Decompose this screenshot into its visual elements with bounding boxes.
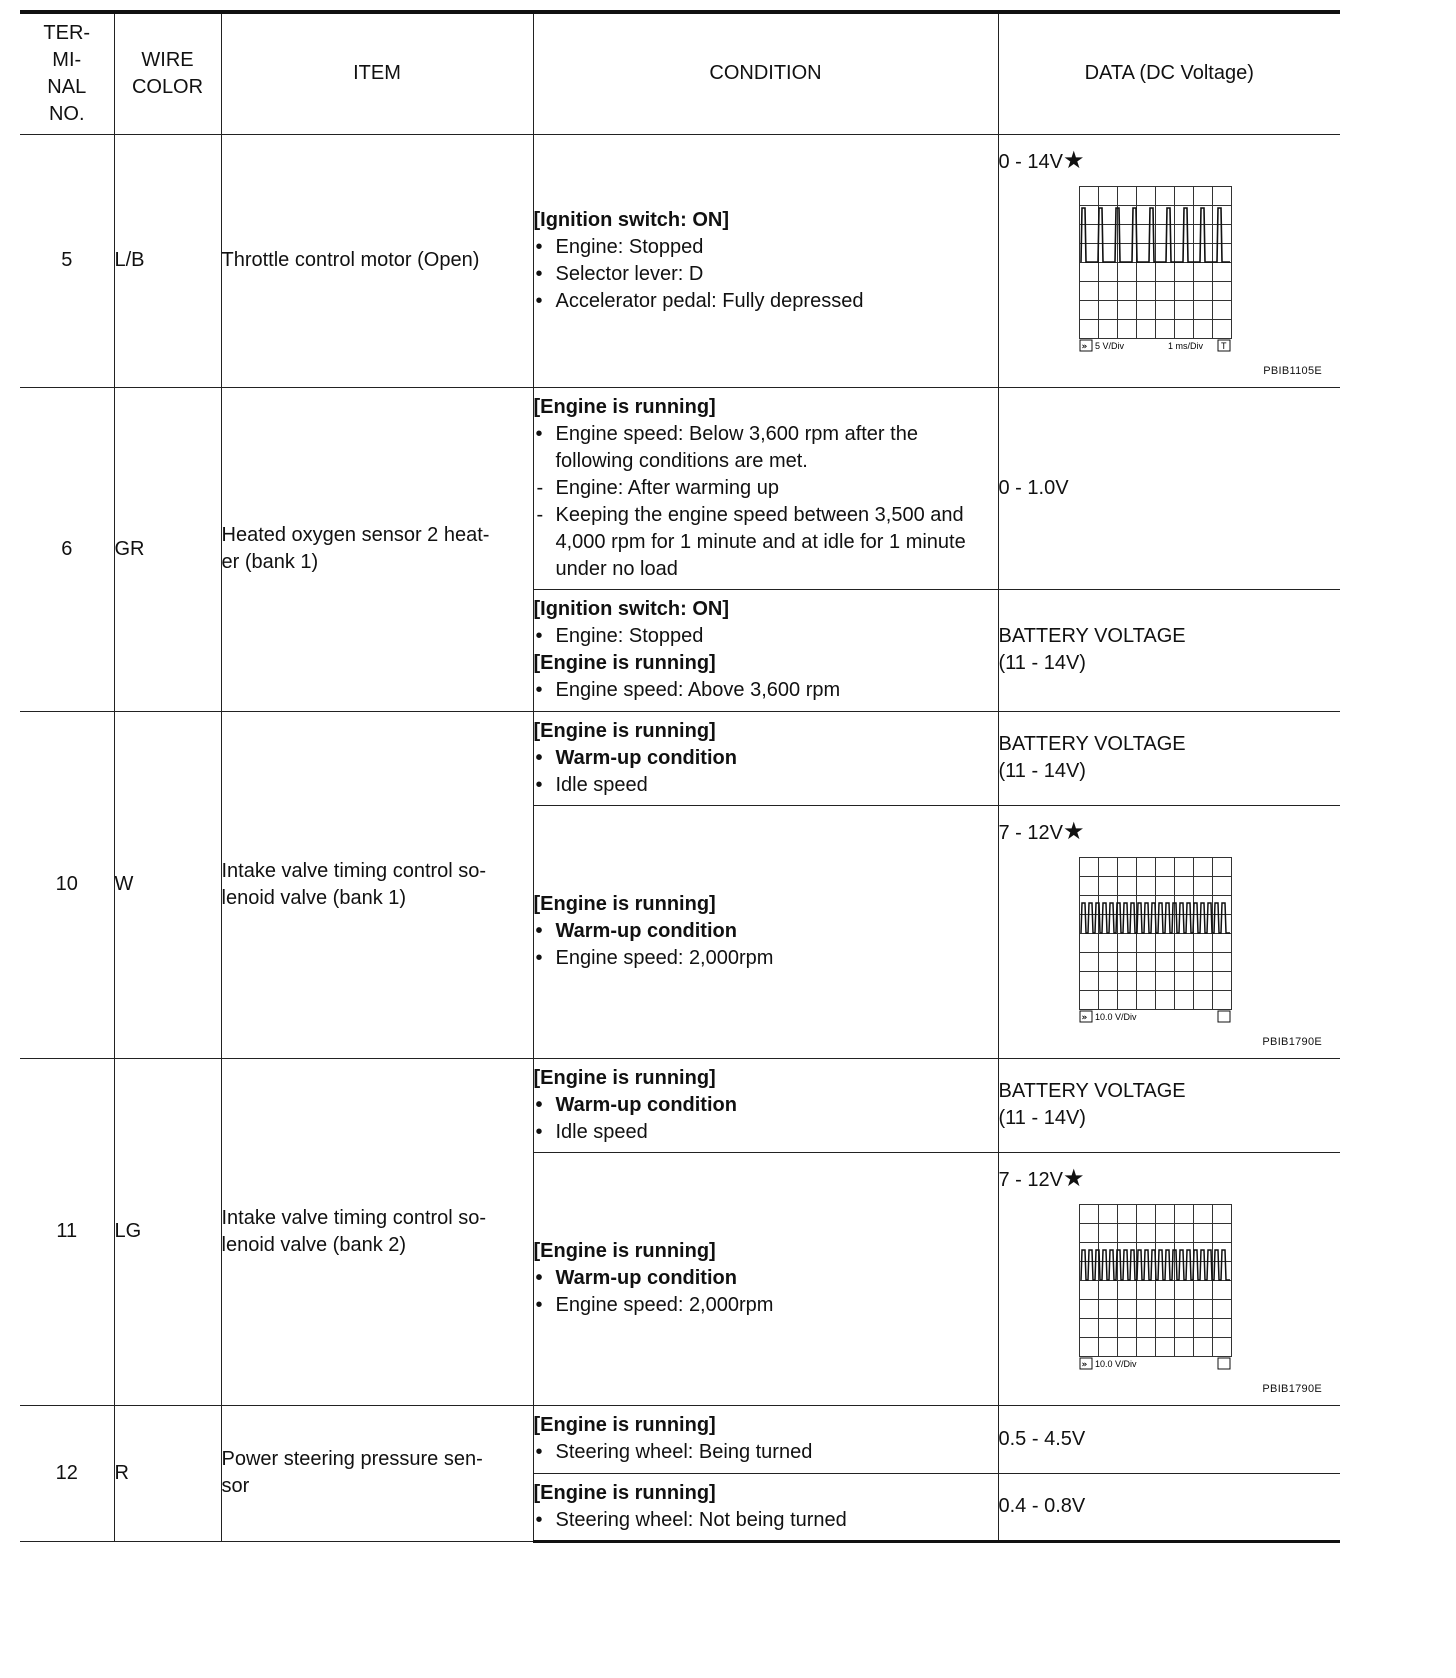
- table-row: [20, 1058, 1340, 1152]
- condition-title: [Engine is running]: [533, 1066, 716, 1089]
- oscilloscope-waveform: [1079, 1204, 1233, 1374]
- data-value: BATTERY VOLTAGE: [998, 733, 1186, 755]
- condition-bullet: • Steering wheel: Being turned: [534, 1439, 998, 1466]
- data-value: 0 - 14V: [998, 150, 1063, 173]
- condition-title: [Engine is running]: [533, 1414, 716, 1436]
- condition-bullet: • Engine speed: Below 3,600 rpm after the following conditions are met.: [534, 421, 998, 475]
- condition-sub-item: - Engine: After warming up: [534, 475, 998, 502]
- data-value: 7 - 12V: [998, 1168, 1063, 1191]
- data-value: BATTERY VOLTAGE: [998, 625, 1186, 647]
- condition-bullet-bold: • Warm-up condition: [534, 918, 998, 945]
- item-name: Intake valve timing control so- lenoid valve (bank 2): [221, 1058, 533, 1405]
- condition-bullet: • Engine speed: 2,000rpm: [534, 1292, 998, 1319]
- data-subvalue: (11 - 14V): [998, 760, 1086, 782]
- table-row: [20, 1405, 1340, 1473]
- header-item: ITEM: [221, 12, 533, 134]
- wire-color: LG: [114, 1058, 221, 1405]
- condition-cell: [533, 387, 998, 589]
- item-name: Throttle control motor (Open): [221, 134, 533, 387]
- condition-bullet: • Engine speed: Above 3,600 rpm: [534, 677, 998, 704]
- data-value: 7 - 12V: [998, 821, 1063, 844]
- oscilloscope-waveform: [1079, 857, 1233, 1027]
- condition-bullet-bold: • Warm-up condition: [534, 1265, 998, 1292]
- condition-title: [Engine is running]: [533, 1240, 716, 1262]
- condition-bullet: • Engine: Stopped: [534, 623, 998, 650]
- data-value: BATTERY VOLTAGE: [998, 1080, 1186, 1102]
- scope-vdiv-label: 10.0 V/Div: [1094, 1011, 1137, 1022]
- terminal-spec-table: [20, 10, 1340, 1543]
- wire-color: R: [114, 1405, 221, 1541]
- condition-cell: [533, 1473, 998, 1541]
- star-icon: ★: [1062, 817, 1085, 845]
- condition-bullet: • Selector lever: D: [534, 261, 998, 288]
- condition-title: [Engine is running]: [533, 395, 716, 418]
- header-wire-color: WIRE COLOR: [114, 12, 221, 134]
- figure-code: PBIB1790E: [1262, 1382, 1322, 1395]
- condition-bullet: • Idle speed: [534, 1119, 998, 1146]
- condition-title: [Engine is running]: [533, 1481, 716, 1504]
- condition-cell: [533, 805, 998, 1058]
- scope-tdiv-label: 1 ms/Div: [1167, 340, 1203, 351]
- data-cell: [998, 805, 1340, 1058]
- condition-bullet: • Steering wheel: Not being turned: [534, 1507, 998, 1534]
- figure-code: PBIB1105E: [1263, 364, 1322, 377]
- condition-title: [Engine is running]: [533, 893, 716, 915]
- data-subvalue: (11 - 14V): [998, 1107, 1086, 1129]
- header-terminal-no: TER- MI- NAL NO.: [20, 12, 114, 134]
- item-name: Heated oxygen sensor 2 heat- er (bank 1): [221, 387, 533, 711]
- item-name: Intake valve timing control so- lenoid valve (bank 1): [221, 711, 533, 1058]
- condition-cell: [533, 1152, 998, 1405]
- terminal-no: 5: [20, 134, 114, 387]
- condition-bullet: • Accelerator pedal: Fully depressed: [534, 288, 998, 315]
- condition-bullet-bold: • Warm-up condition: [534, 1092, 998, 1119]
- table-row: [20, 387, 1340, 589]
- condition-title: [Engine is running]: [533, 719, 716, 742]
- condition-sub-item: - Keeping the engine speed between 3,500 and 4,000 rpm for 1 minute and at idle for 1 minute under no load: [534, 502, 998, 583]
- condition-cell: [533, 589, 998, 711]
- terminal-no: 12: [20, 1405, 114, 1541]
- data-cell: [998, 711, 1340, 805]
- scope-vdiv-label: 10.0 V/Div: [1094, 1358, 1137, 1369]
- condition-title: [Engine is running]: [533, 652, 716, 674]
- svg-text:»: »: [1081, 1012, 1087, 1023]
- table-row: [20, 711, 1340, 805]
- data-value: 0 - 1.0V: [998, 476, 1069, 499]
- data-cell: [998, 1405, 1340, 1473]
- condition-title: [Ignition switch: ON]: [533, 208, 730, 231]
- data-cell: [998, 1058, 1340, 1152]
- wire-color: L/B: [114, 134, 221, 387]
- data-cell: [998, 1152, 1340, 1405]
- header-row: [20, 12, 1340, 134]
- condition-cell: [533, 134, 998, 387]
- header-data: DATA (DC Voltage): [998, 12, 1340, 134]
- condition-bullet-bold: • Warm-up condition: [534, 745, 998, 772]
- terminal-no: 11: [20, 1058, 114, 1405]
- figure-code: PBIB1790E: [1262, 1035, 1322, 1048]
- data-cell: [998, 589, 1340, 711]
- condition-title: [Ignition switch: ON]: [533, 598, 730, 620]
- data-value: 0.5 - 4.5V: [998, 1427, 1086, 1450]
- wire-color: GR: [114, 387, 221, 711]
- data-cell: [998, 1473, 1340, 1541]
- condition-cell: [533, 1058, 998, 1152]
- oscilloscope-waveform: [1079, 186, 1233, 356]
- condition-bullet: • Idle speed: [534, 772, 998, 799]
- condition-bullet: • Engine speed: 2,000rpm: [534, 945, 998, 972]
- terminal-no: 6: [20, 387, 114, 711]
- wire-color: W: [114, 711, 221, 1058]
- data-cell: [998, 387, 1340, 589]
- table-row: [20, 134, 1340, 387]
- star-icon: ★: [1062, 1164, 1085, 1192]
- condition-cell: [533, 1405, 998, 1473]
- svg-text:»: »: [1081, 341, 1087, 352]
- terminal-no: 10: [20, 711, 114, 1058]
- condition-bullet: • Engine: Stopped: [534, 234, 998, 261]
- svg-text:»: »: [1081, 1359, 1087, 1370]
- data-subvalue: (11 - 14V): [998, 652, 1086, 674]
- data-cell: [998, 134, 1340, 387]
- scope-vdiv-label: 5 V/Div: [1094, 340, 1124, 351]
- star-icon: ★: [1062, 146, 1085, 174]
- condition-cell: [533, 711, 998, 805]
- header-condition: CONDITION: [533, 12, 998, 134]
- item-name: Power steering pressure sen- sor: [221, 1405, 533, 1541]
- scope-trigger-marker: T: [1220, 340, 1226, 351]
- data-value: 0.4 - 0.8V: [998, 1495, 1086, 1517]
